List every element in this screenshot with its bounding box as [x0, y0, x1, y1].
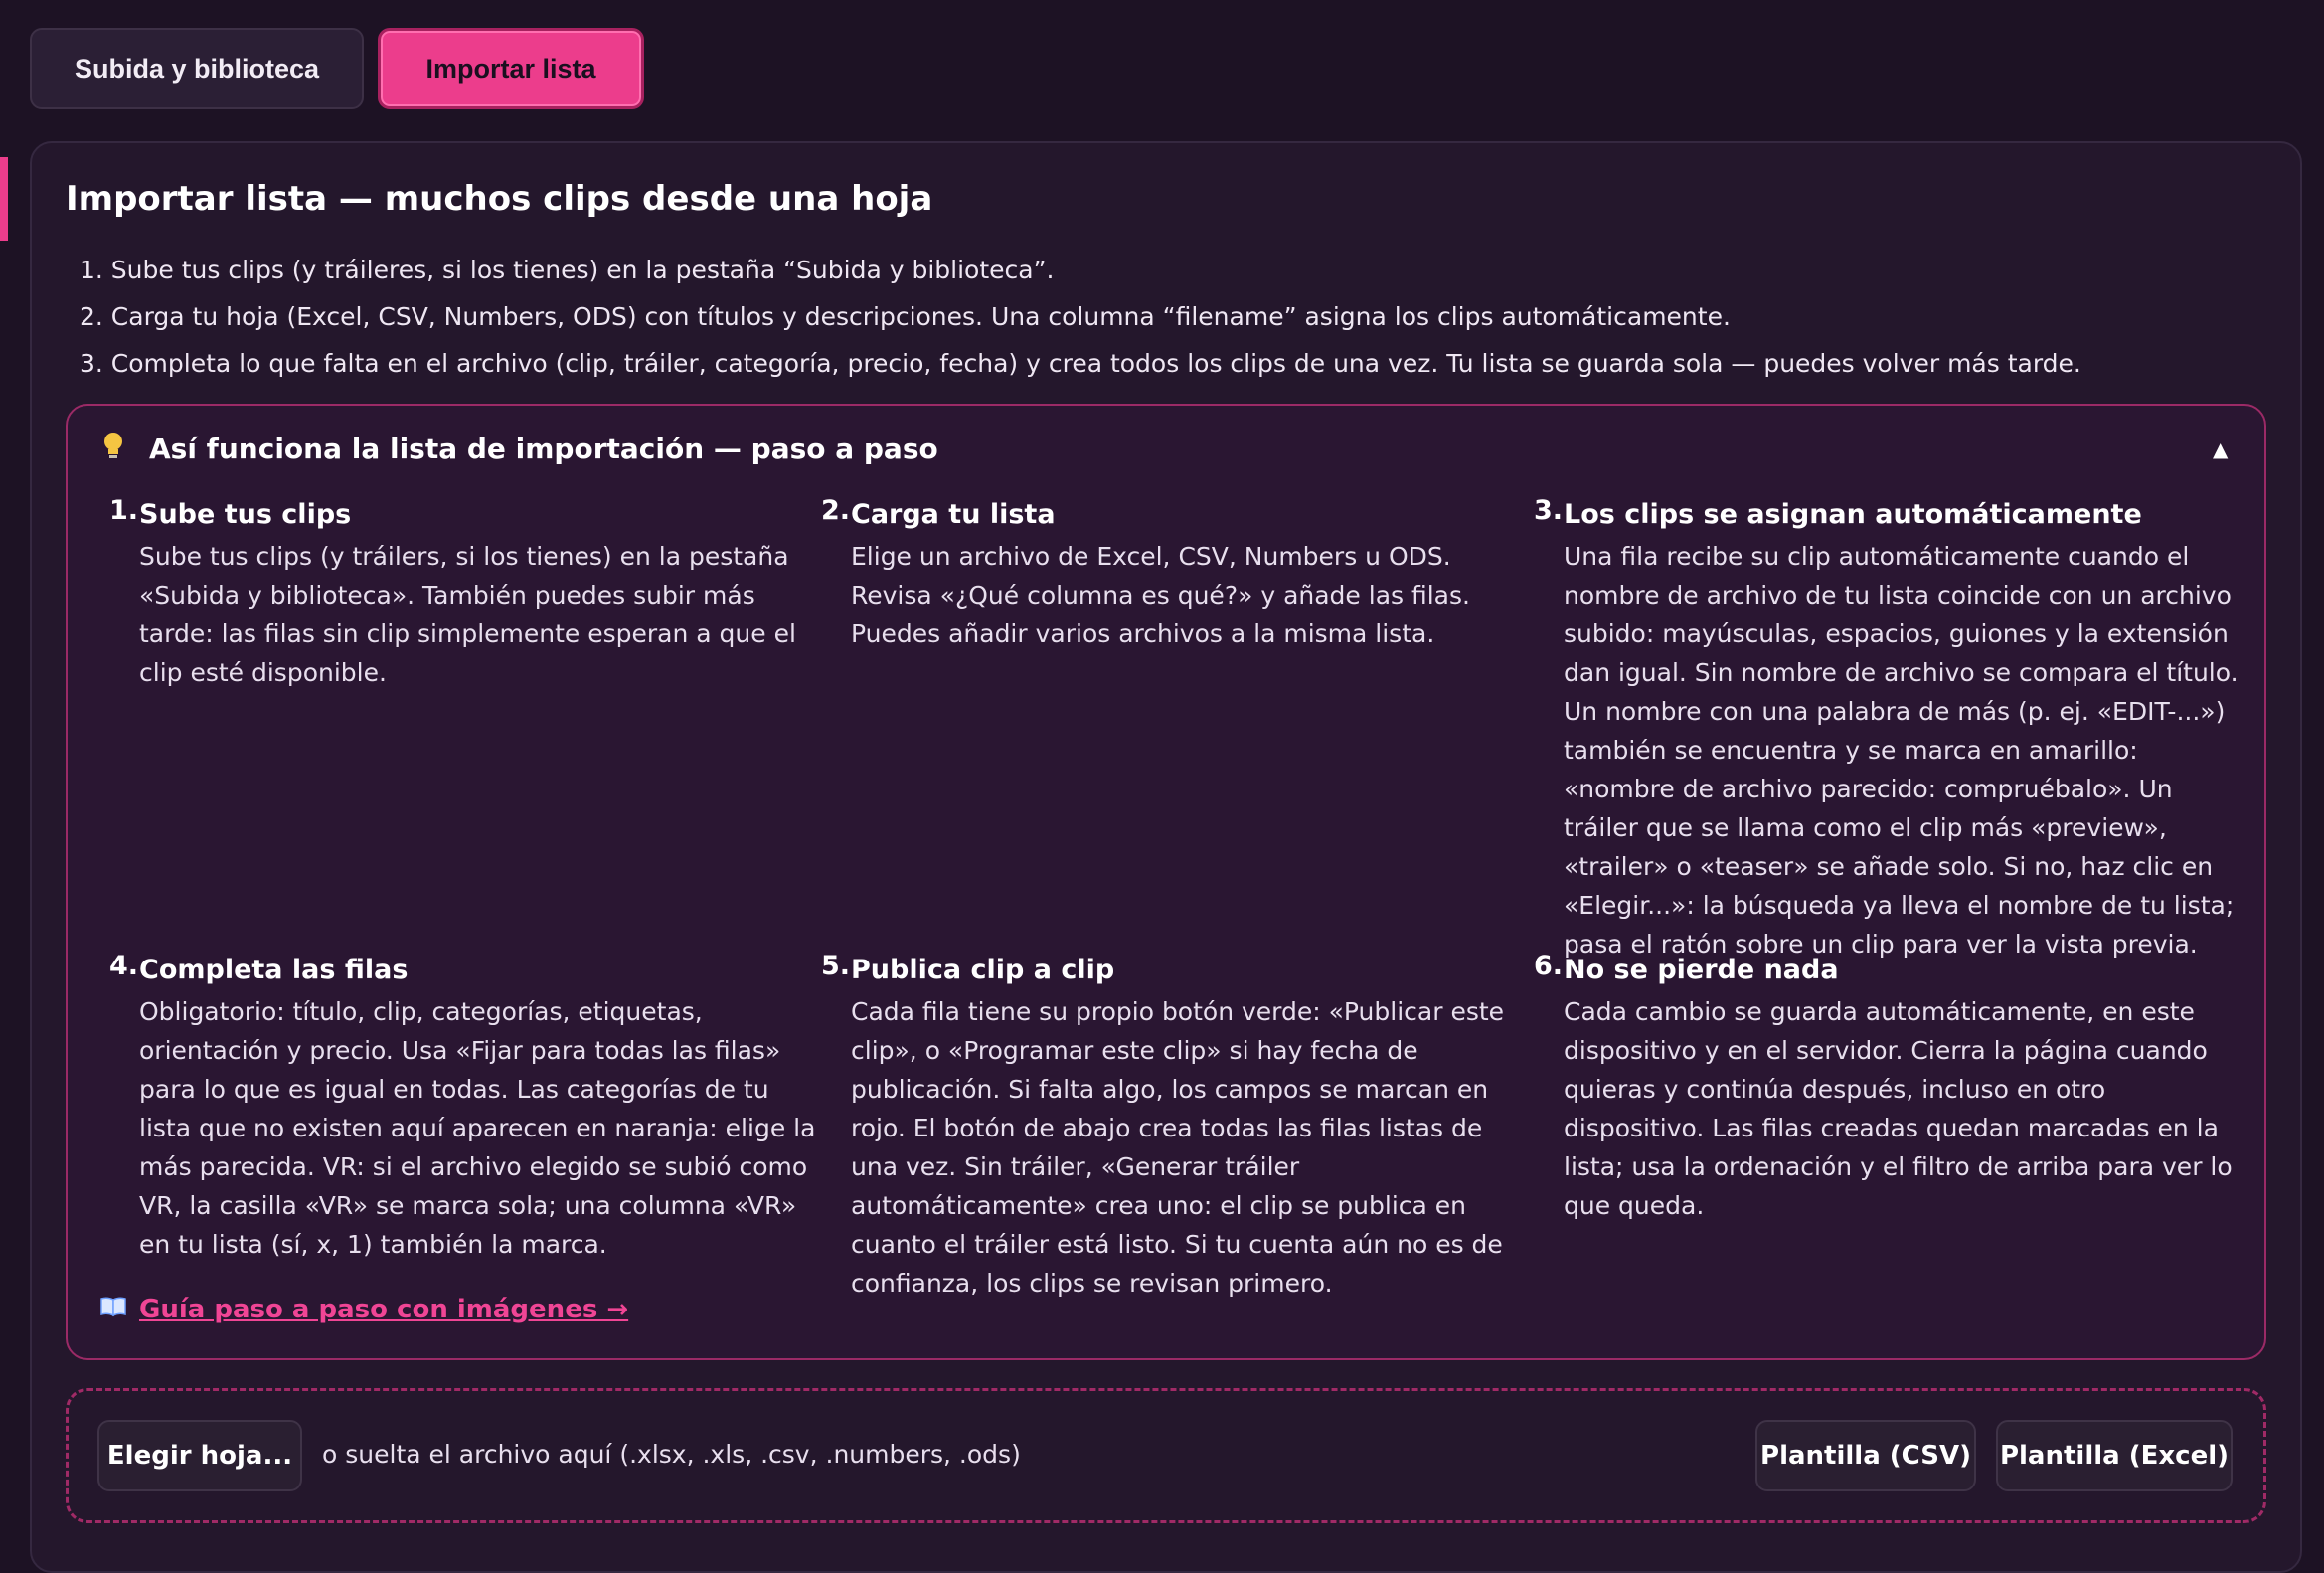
help-card-complete-rows — [109, 951, 825, 1264]
intro-step: 1. Sube tus clips (y tráileres, si los tienes) en la pestaña “Subida y biblioteca”. — [80, 256, 1055, 284]
intro-steps — [80, 247, 2081, 387]
help-card-load-list — [821, 495, 1537, 653]
help-card-title: Los clips se asignan automáticamente — [1564, 499, 2142, 530]
intro-step: 3. Completa lo que falta en el archivo (clip, tráiler, categoría, precio, fecha) y crea todos los clips de una vez. Tu lista se guarda sola — puedes volver más tarde. — [80, 349, 2081, 378]
help-card-title: No se pierde nada — [1564, 955, 1839, 985]
help-card-body: Cada fila tiene su propio botón verde: «Publicar este clip», o «Programar este clip» si hay fecha de publicación. Si falta algo, los campos se marcan en rojo. El botón de abajo crea todas las filas listas de una vez. Sin tráiler, «Generar tráiler automáticamente» crea uno: el clip se publica en cuanto el tráiler está listo. Si tu cuenta aún no es de confianza, los clips se revisan primero. — [851, 997, 1505, 1298]
collapse-caret-icon[interactable]: ▲ — [2213, 437, 2229, 461]
help-card-body: Elige un archivo de Excel, CSV, Numbers u ODS. Revisa «¿Qué columna es qué?» y añade las filas. Puedes añadir varios archivos a la misma lista. — [851, 542, 1470, 648]
help-card-number: 1. — [109, 495, 139, 526]
choose-sheet-button[interactable]: Elegir hoja... — [97, 1420, 302, 1491]
how-it-works-title: Así funciona la lista de importación — paso a paso — [149, 433, 938, 465]
help-card-number: 3. — [1534, 495, 1564, 526]
how-it-works-header[interactable] — [99, 432, 938, 466]
help-card-title: Publica clip a clip — [851, 955, 1115, 985]
help-card-body: Obligatorio: título, clip, categorías, etiquetas, orientación y precio. Usa «Fijar para todas las filas» para lo que es igual en todas. Las categorías de tu lista que no existen aquí aparecen en naranja: elige la más parecida. VR: si el archivo elegido se subió como VR, la casilla «VR» se marca sola; una columna «VR» en tu lista (sí, x, 1) también la marca. — [139, 997, 816, 1259]
intro-step: 2. Carga tu hoja (Excel, CSV, Numbers, ODS) con títulos y descripciones. Una columna “filename” asigna los clips automáticamente. — [80, 302, 1731, 331]
help-card-number: 2. — [821, 495, 851, 526]
help-card-number: 5. — [821, 951, 851, 981]
lightbulb-icon — [99, 432, 127, 466]
help-card-title: Sube tus clips — [139, 499, 352, 530]
page-title: Importar lista — muchos clips desde una hoja — [66, 179, 933, 219]
help-card-auto-assign — [1534, 495, 2249, 963]
help-card-publish — [821, 951, 1537, 1303]
template-csv-button[interactable]: Plantilla (CSV) — [1755, 1420, 1976, 1491]
help-card-number: 4. — [109, 951, 139, 981]
help-card-body: Sube tus clips (y tráilers, si los tienes) en la pestaña «Subida y biblioteca». También puedes subir más tarde: las filas sin clip simplemente esperan a que el clip esté disponible. — [139, 542, 796, 687]
help-card-number: 6. — [1534, 951, 1564, 981]
template-excel-button[interactable]: Plantilla (Excel) — [1996, 1420, 2233, 1491]
help-card-title: Carga tu lista — [851, 499, 1056, 530]
help-card-upload — [109, 495, 825, 692]
help-card-title: Completa las filas — [139, 955, 409, 985]
help-card-body: Cada cambio se guarda automáticamente, en este dispositivo y en el servidor. Cierra la página cuando quieras y continúa después, incluso en otro dispositivo. Las filas creadas quedan marcadas en la lista; usa la ordenación y el filtro de arriba para ver lo que queda. — [1564, 997, 2233, 1220]
tab-upload-library[interactable]: Subida y biblioteca — [30, 28, 364, 109]
guide-link[interactable] — [99, 1295, 628, 1324]
help-card-body: Una fila recibe su clip automáticamente cuando el nombre de archivo de tu lista coincide con un archivo subido: mayúsculas, espacios, guiones y la extensión dan igual. Sin nombre de archivo se compara el título. Un nombre con una palabra de más (p. ej. «EDIT-...») también se encuentra y se marca en amarillo: «nombre de archivo parecido: compruébalo». Un tráiler que se llama como el clip más «preview», «trailer» o «teaser» se añade solo. Si no, haz clic en «Elegir...»: la búsqueda ya lleva el nombre de tu lista; pasa el ratón sobre un clip para ver la vista previa. — [1564, 542, 2239, 959]
left-accent-indicator — [0, 157, 8, 241]
book-icon — [99, 1296, 127, 1323]
tab-bar — [30, 28, 644, 109]
tab-import-list[interactable]: Importar lista — [378, 28, 644, 109]
dropzone-hint: o suelta el archivo aquí (.xlsx, .xls, .csv, .numbers, .ods) — [322, 1440, 1021, 1469]
guide-link-label[interactable]: Guía paso a paso con imágenes → — [139, 1295, 629, 1324]
help-card-nothing-lost — [1534, 951, 2249, 1225]
